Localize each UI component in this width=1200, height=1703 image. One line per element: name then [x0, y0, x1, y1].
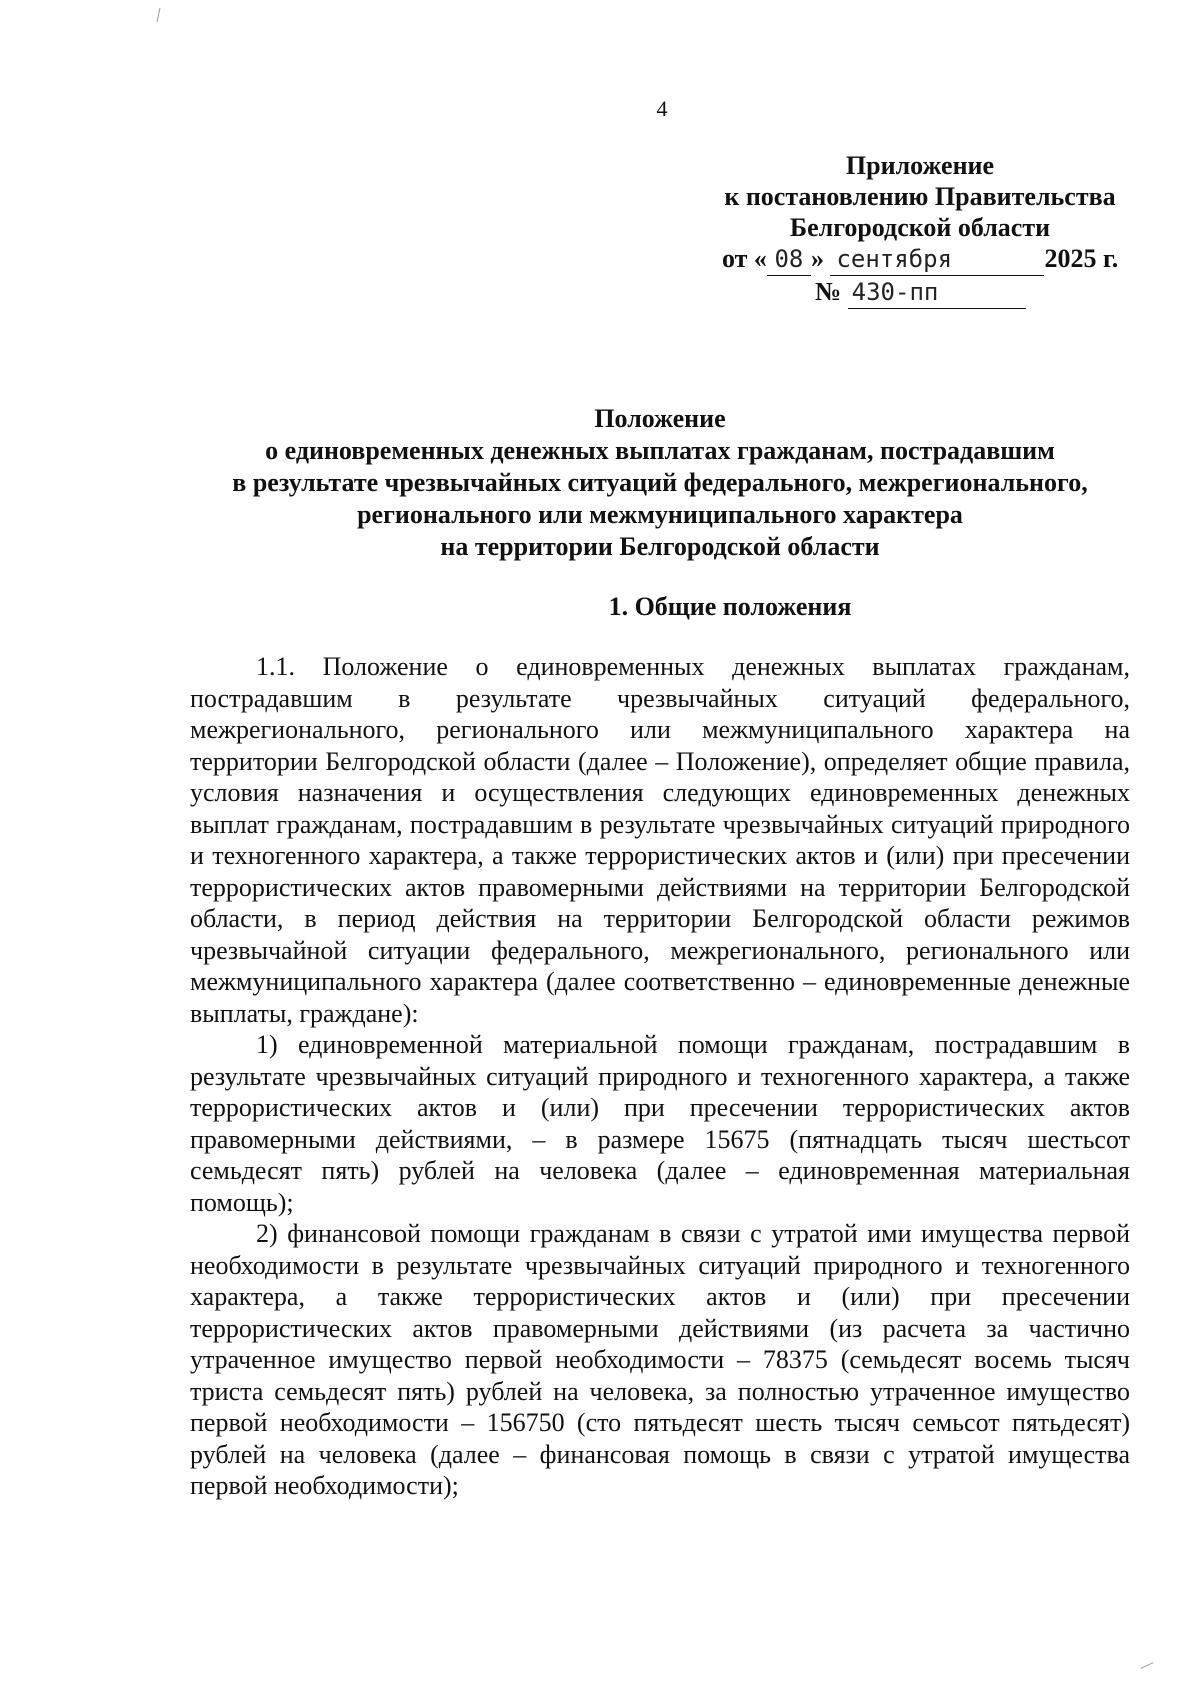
paragraph: 1.1. Положение о единовременных денежных выплатах гражданам, пострадавшим в результате чрезвычайных ситуаций федерального, межрегионального, регионального или межмуниципального характера на территории Белгородской области (далее – Положение), определяет общие правила, условия назначения и осуществления следующих единовременных денежных выплат гражданам, пострадавшим в результате чрезвычайных ситуаций природного и техногенного характера, а также террористических актов и (или) при пресечении террористических актов правомерными действиями на территории Белгородской области, в период действия на территории Белгородской области режимов чрезвычайной ситуации федерального, межрегионального, регионального или межмуниципального характера (далее соответственно – единовременные денежные выплаты, граждане):: [190, 652, 1130, 1028]
date-year: 2025 г.: [1044, 244, 1119, 273]
appendix-header: [700, 150, 1140, 309]
scan-artifact-mark: [157, 8, 161, 22]
date-mid: »: [810, 244, 824, 273]
number-value: 430-пп: [848, 277, 1026, 309]
paragraph: 1) единовременной материальной помощи гражданам, пострадавшим в результате чрезвычайных ситуаций природного и техногенного характера, а также террористических актов и (или) при пресечении террористических актов правомерными действиями, – в размере 15675 (пятнадцать тысяч шестьсот семьдесят пять) рублей на человека (далее – единовременная материальная помощь);: [190, 1030, 1130, 1217]
date-prefix: от «: [722, 244, 767, 273]
appendix-title: Приложение: [845, 151, 995, 180]
paragraph: 2) финансовой помощи гражданам в связи с утратой ими имущества первой необходимости в результате чрезвычайных ситуаций природного и техногенного характера, а также террористических актов и (или) при пресечении террористических актов правомерными действиями (из расчета за частично утраченное имущество первой необходимости – 78375 (семьдесят восемь тысяч триста семьдесят пять) рублей на человека, за полностью утраченное имущество первой необходимости – 156750 (сто пятьдесят шесть тысяч семьсот пятьдесят) рублей на человека (далее – финансовая помощь в связи с утратой имущества первой необходимости);: [190, 1219, 1130, 1500]
appendix-reference: к постановлению Правительства: [724, 182, 1116, 211]
page-number: 4: [656, 96, 668, 121]
date-month: сентября: [830, 244, 1044, 276]
title-line: на территории Белгородской области: [440, 532, 880, 561]
title-line: Положение: [594, 404, 726, 433]
title-line: о единовременных денежных выплатах гражданам, пострадавшим: [265, 436, 1055, 465]
appendix-date: [700, 243, 1140, 276]
section-heading: 1. Общие положения: [608, 592, 852, 621]
date-day: 08: [767, 244, 811, 276]
scan-artifact-mark: [1140, 1662, 1153, 1669]
appendix-region: Белгородской области: [789, 213, 1051, 242]
title-line: в результате чрезвычайных ситуаций федерального, межрегионального,: [232, 468, 1088, 497]
appendix-number: [700, 276, 1140, 309]
title-line: регионального или межмуниципального характера: [357, 500, 963, 529]
document-title: [190, 403, 1130, 563]
body-text: [190, 651, 1130, 1502]
number-prefix: №: [815, 277, 842, 306]
